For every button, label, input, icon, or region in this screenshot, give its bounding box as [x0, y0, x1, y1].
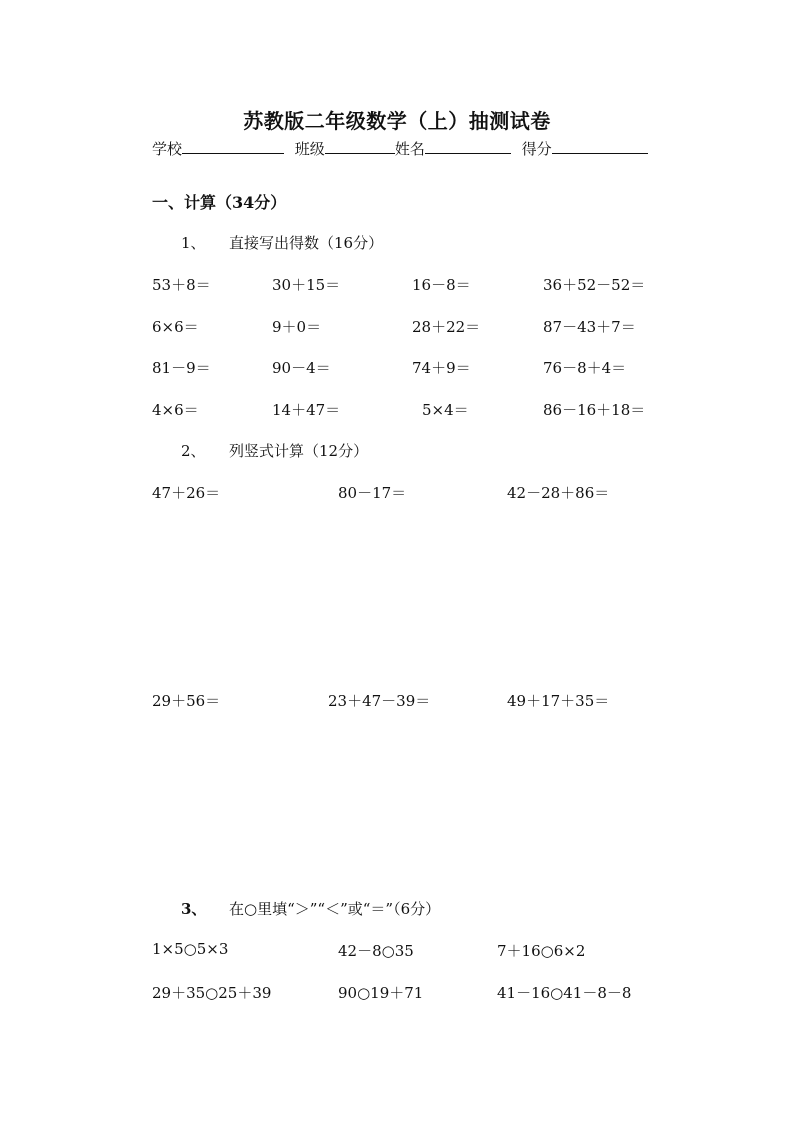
problem: 30＋15＝: [272, 276, 341, 294]
problem: 41－16○41－8－8: [497, 984, 632, 1002]
section-heading: 一、计算（34分）: [152, 193, 287, 212]
problem: 90○19＋71: [338, 984, 424, 1002]
problem: 90－4＝: [272, 359, 331, 377]
part1-heading: [181, 232, 383, 253]
problem: 9＋0＝: [272, 318, 322, 336]
problem: 74＋9＝: [412, 359, 471, 377]
school-field[interactable]: [182, 138, 284, 154]
problem: 86－16＋18＝: [543, 401, 646, 419]
part1-label: 直接写出得数（16分）: [229, 234, 384, 252]
part3-label: 在○里填“＞”“＜”或“＝”（6分）: [229, 900, 441, 918]
problem: 6×6＝: [152, 318, 199, 336]
problem: 5×4＝: [422, 401, 469, 419]
problem: 42－28＋86＝: [507, 484, 610, 502]
problem: 14＋47＝: [272, 401, 341, 419]
problem: 36＋52－52＝: [543, 276, 646, 294]
problem: 28＋22＝: [412, 318, 481, 336]
problem: 7＋16○6×2: [497, 942, 586, 960]
problem: 4×6＝: [152, 401, 199, 419]
part1-number: 1、: [181, 234, 206, 252]
school-label: 学校: [152, 140, 183, 158]
class-field[interactable]: [325, 138, 395, 154]
part2-number: 2、: [181, 442, 206, 460]
part3-heading: [181, 898, 440, 919]
part3-number: 3、: [181, 900, 207, 918]
problem: 80－17＝: [338, 484, 407, 502]
info-line: [152, 138, 654, 159]
problem: 87－43＋7＝: [543, 318, 636, 336]
problem: 42－8○35: [338, 942, 414, 960]
page-title: 苏教版二年级数学（上）抽测试卷: [243, 109, 551, 133]
score-field[interactable]: [552, 138, 648, 154]
problem: 49＋17＋35＝: [507, 692, 610, 710]
name-field[interactable]: [425, 138, 511, 154]
problem: 81－9＝: [152, 359, 211, 377]
problem: 29＋35○25＋39: [152, 984, 272, 1002]
class-label: 班级: [294, 140, 325, 158]
problem: 76－8＋4＝: [543, 359, 627, 377]
problem: 47＋26＝: [152, 484, 221, 502]
problem: 1×5○5×3: [152, 940, 229, 958]
problem: 23＋47－39＝: [328, 692, 431, 710]
score-label: 得分: [521, 140, 552, 158]
problem: 53＋8＝: [152, 276, 211, 294]
problem: 16－8＝: [412, 276, 471, 294]
part2-label: 列竖式计算（12分）: [229, 442, 369, 460]
part2-heading: [181, 440, 368, 461]
name-label: 姓名: [394, 140, 425, 158]
problem: 29＋56＝: [152, 692, 221, 710]
